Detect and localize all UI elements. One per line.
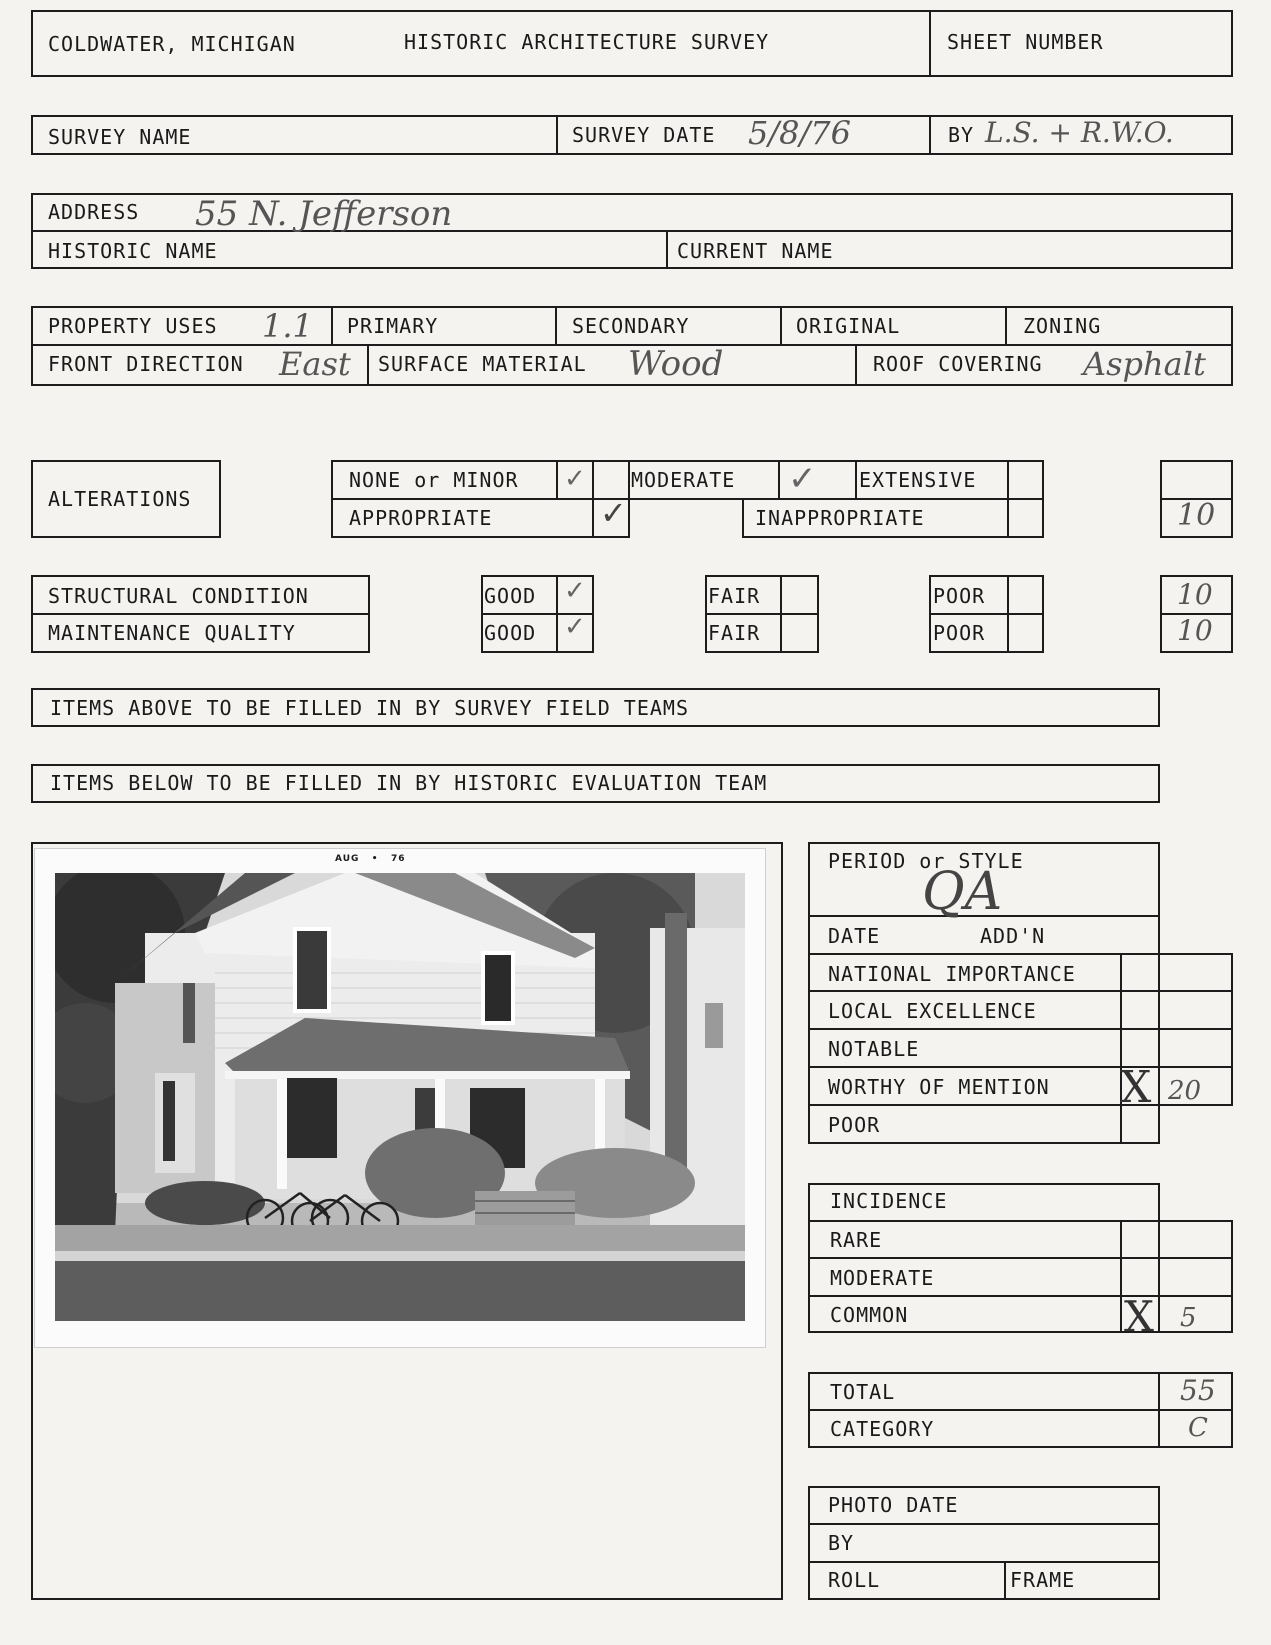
worthy-of-mention-label: WORTHY OF MENTION	[828, 1075, 1050, 1099]
national-importance-label: NATIONAL IMPORTANCE	[828, 962, 1076, 986]
alt-appropriate-label: APPROPRIATE	[349, 506, 493, 530]
zoning-label: ZONING	[1023, 314, 1102, 338]
survey-date-value: 5/8/76	[748, 114, 851, 152]
maintenance-good-check: ✓	[564, 612, 586, 642]
frame-label: FRAME	[1010, 1568, 1076, 1592]
survey-name-label: SURVEY NAME	[48, 125, 192, 149]
structural-condition-label: STRUCTURAL CONDITION	[48, 584, 309, 608]
sheet-number-label: SHEET NUMBER	[947, 30, 1104, 54]
alt-inappropriate-label: INAPPROPRIATE	[755, 506, 925, 530]
survey-by-label: BY	[948, 123, 975, 147]
common-mark: X	[1124, 1292, 1154, 1341]
maintenance-good-label: GOOD	[484, 621, 537, 645]
structural-poor-label: POOR	[933, 584, 986, 608]
photo-stamp: AUG • 76	[335, 854, 406, 864]
survey-by-value: L.S. + R.W.O.	[985, 116, 1174, 149]
address-value: 55 N. Jefferson	[195, 194, 453, 234]
house-photo	[34, 848, 766, 1348]
local-excellence-label: LOCAL EXCELLENCE	[828, 999, 1037, 1023]
alt-extensive-label: EXTENSIVE	[859, 468, 977, 492]
maintenance-score: 10	[1177, 614, 1213, 647]
eval-poor-label: POOR	[828, 1113, 881, 1137]
current-name-label: CURRENT NAME	[677, 239, 834, 263]
roof-covering-value: Asphalt	[1083, 345, 1206, 383]
alt-none-minor-check: ✓	[564, 464, 586, 494]
common-score: 5	[1180, 1303, 1197, 1333]
photo-by-label: BY	[828, 1531, 855, 1555]
form-title: HISTORIC ARCHITECTURE SURVEY	[404, 30, 770, 54]
category-value: C	[1188, 1413, 1208, 1443]
roof-covering-label: ROOF COVERING	[873, 352, 1043, 376]
worthy-score: 20	[1168, 1076, 1202, 1106]
secondary-label: SECONDARY	[572, 314, 690, 338]
property-uses-value: 1.1	[262, 307, 313, 345]
worthy-mark: X	[1120, 1062, 1152, 1113]
house-photo-image	[55, 873, 745, 1321]
incidence-moderate-label: MODERATE	[830, 1266, 935, 1290]
photo-date-label: PHOTO DATE	[828, 1493, 959, 1517]
notable-label: NOTABLE	[828, 1037, 920, 1061]
alt-appropriate-check: ✓	[600, 494, 627, 532]
category-label: CATEGORY	[830, 1417, 935, 1441]
eval-date-note: ADD'N	[980, 924, 1046, 948]
address-label: ADDRESS	[48, 200, 140, 224]
period-style-label: PERIOD or STYLE	[828, 849, 1024, 873]
rare-label: RARE	[830, 1228, 883, 1252]
property-uses-label: PROPERTY USES	[48, 314, 218, 338]
note-below: ITEMS BELOW TO BE FILLED IN BY HISTORIC EVALUATION TEAM	[50, 771, 768, 795]
roll-label: ROLL	[828, 1568, 881, 1592]
alt-moderate-label: MODERATE	[631, 468, 736, 492]
alterations-score: 10	[1177, 498, 1216, 533]
surface-material-label: SURFACE MATERIAL	[378, 352, 587, 376]
primary-label: PRIMARY	[347, 314, 439, 338]
front-direction-label: FRONT DIRECTION	[48, 352, 244, 376]
total-value: 55	[1180, 1374, 1216, 1407]
total-label: TOTAL	[830, 1380, 896, 1404]
survey-date-label: SURVEY DATE	[572, 123, 716, 147]
eval-date-label: DATE	[828, 924, 881, 948]
front-direction-value: East	[279, 345, 351, 383]
alt-moderate-check: ✓	[788, 459, 817, 499]
structural-good-label: GOOD	[484, 584, 537, 608]
maintenance-fair-label: FAIR	[708, 621, 761, 645]
city-label: COLDWATER, MICHIGAN	[48, 32, 296, 56]
alterations-label: ALTERATIONS	[48, 487, 192, 511]
maintenance-quality-label: MAINTENANCE QUALITY	[48, 621, 296, 645]
historic-name-label: HISTORIC NAME	[48, 239, 218, 263]
structural-fair-label: FAIR	[708, 584, 761, 608]
incidence-label: INCIDENCE	[830, 1189, 948, 1213]
period-style-value: QA	[922, 862, 1003, 922]
structural-score: 10	[1177, 578, 1213, 611]
surface-material-value: Wood	[628, 344, 724, 384]
maintenance-poor-label: POOR	[933, 621, 986, 645]
structural-good-check: ✓	[564, 576, 586, 606]
note-above: ITEMS ABOVE TO BE FILLED IN BY SURVEY FIELD TEAMS	[50, 696, 690, 720]
alt-none-minor-label: NONE or MINOR	[349, 468, 519, 492]
common-label: COMMON	[830, 1303, 909, 1327]
original-label: ORIGINAL	[796, 314, 901, 338]
